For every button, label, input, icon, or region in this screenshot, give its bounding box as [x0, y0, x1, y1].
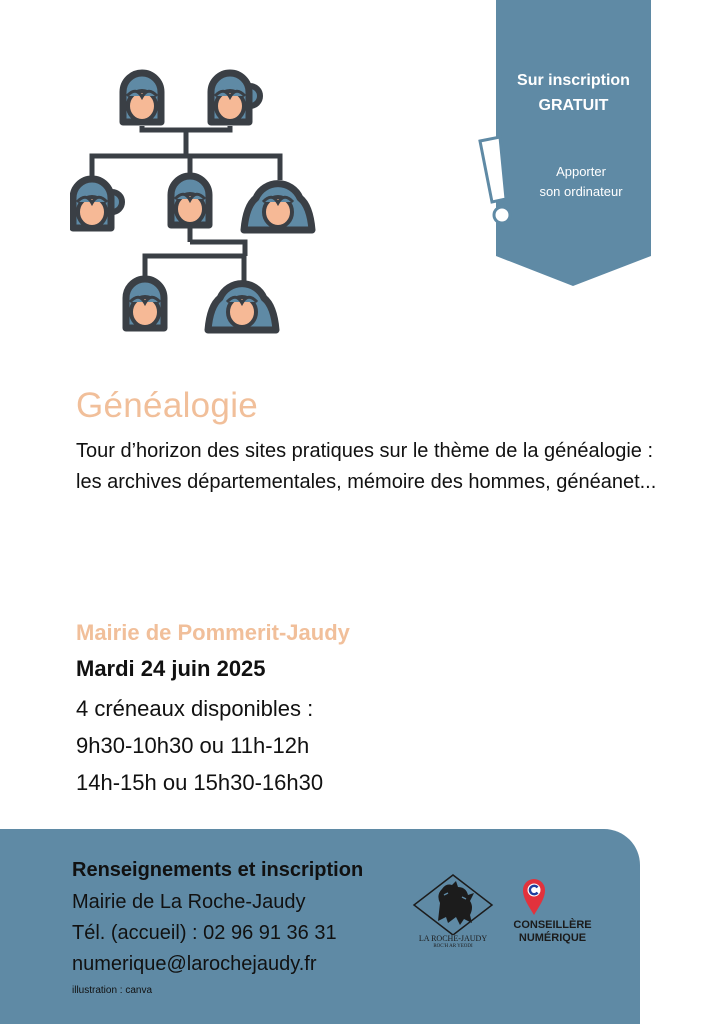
banner-bring-computer: Apporter son ordinateur	[539, 164, 623, 199]
grandparent-left	[123, 73, 161, 122]
conseillere-numerique-badge: CONSEILLÈRE NUMÉRIQUE	[513, 919, 592, 944]
event-venue: Mairie de Pommerit-Jaudy	[76, 620, 350, 645]
banner-free: GRATUIT	[538, 97, 609, 114]
exclamation-icon	[476, 135, 516, 227]
slots-afternoon: 14h-15h ou 15h30-16h30	[76, 770, 324, 795]
slots-intro: 4 créneaux disponibles :	[76, 696, 314, 721]
banner-registration: Sur inscription	[517, 72, 630, 89]
contact-heading: Renseignements et inscription	[72, 859, 364, 881]
contact-footer	[0, 829, 640, 1024]
event-date: Mardi 24 juin 2025	[76, 656, 266, 681]
grandparent-right	[211, 73, 260, 122]
contact-email[interactable]: numerique@larochejaudy.fr	[72, 953, 317, 975]
la-roche-jaudy-logo	[412, 873, 494, 935]
logo-subtitle: ROC'H AR YEODI	[433, 944, 473, 949]
child-left	[126, 279, 164, 328]
family-tree-illustration	[70, 66, 320, 338]
child-right	[208, 284, 276, 330]
parent-right	[244, 184, 312, 230]
contact-phone: Tél. (accueil) : 02 96 91 36 31	[72, 922, 337, 944]
location-pin-icon	[522, 878, 546, 916]
event-slots	[76, 690, 576, 801]
contact-org: Mairie de La Roche-Jaudy	[72, 891, 306, 913]
event-description: Tour d’horizon des sites pratiques sur le thème de la généalogie : les archives départementales, mémoire des hommes, généanet...	[76, 440, 657, 493]
banner-shape	[496, 0, 651, 286]
parent-left	[73, 179, 122, 228]
contact-details	[72, 887, 337, 980]
slots-morning: 9h30-10h30 ou 11h-12h	[76, 733, 310, 758]
info-banner	[496, 0, 651, 286]
parent-middle	[171, 176, 209, 225]
event-title: Généalogie	[76, 386, 259, 425]
logo-name: LA ROCHE-JAUDY	[418, 934, 488, 943]
illustration-credit: illustration : canva	[72, 985, 153, 996]
